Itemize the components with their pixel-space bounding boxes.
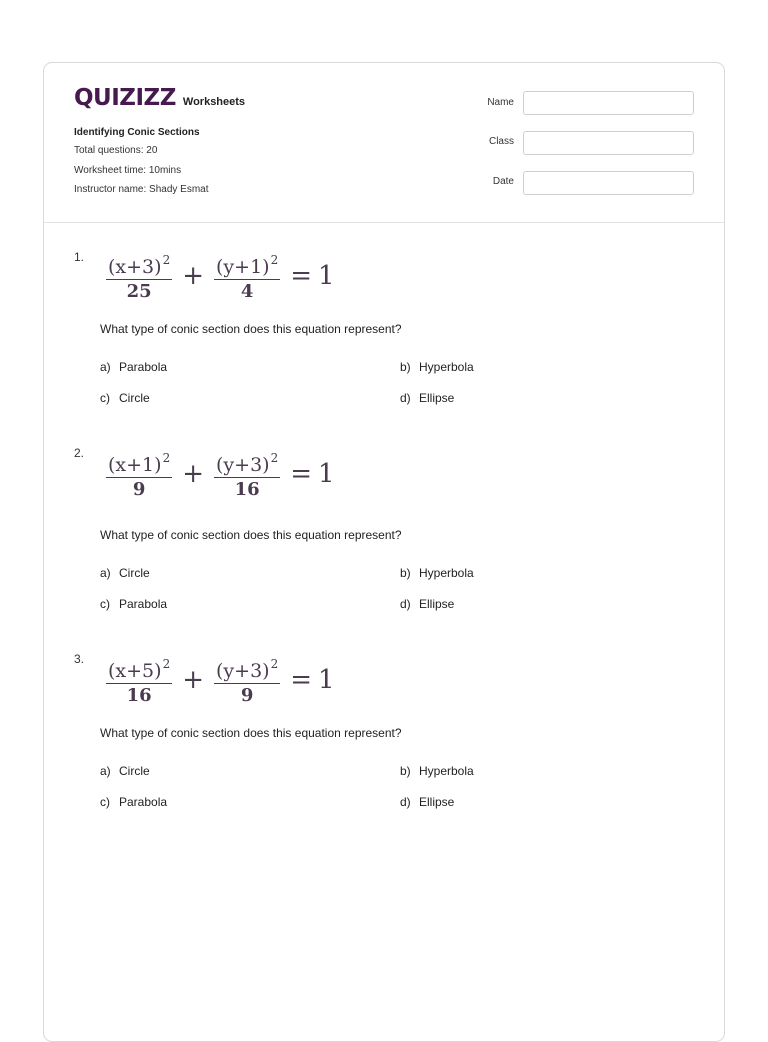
denominator: 9 xyxy=(132,479,146,500)
total-questions: Total questions: 20 xyxy=(74,145,158,156)
numerator: (y+3) xyxy=(216,660,270,682)
worksheet-header xyxy=(44,63,724,223)
plus-sign: + xyxy=(182,261,204,291)
brand xyxy=(74,85,245,111)
numerator: (x+1) xyxy=(108,454,162,476)
denominator: 9 xyxy=(240,685,254,706)
numerator: (y+1) xyxy=(216,256,270,278)
quizizz-logo: QUIZIZZ xyxy=(74,85,176,111)
fraction-y xyxy=(214,249,280,303)
option-text: Parabola xyxy=(119,597,168,611)
fraction-bar xyxy=(106,279,172,280)
numerator: (y+3) xyxy=(216,454,270,476)
option-letter: b) xyxy=(400,764,411,778)
instructor-name: Instructor name: Shady Esmat xyxy=(74,184,209,195)
denominator: 16 xyxy=(234,479,260,500)
equals-sign: = xyxy=(290,261,313,291)
option-text: Parabola xyxy=(119,360,168,374)
option-letter: d) xyxy=(400,597,411,611)
exponent: 2 xyxy=(270,451,279,465)
option-letter: a) xyxy=(100,566,111,580)
plus-sign: + xyxy=(182,459,204,489)
fraction-bar xyxy=(214,683,280,684)
exponent: 2 xyxy=(162,451,171,465)
right-hand-side: 1 xyxy=(318,261,335,291)
option-letter: d) xyxy=(400,795,411,809)
option-letter: c) xyxy=(100,597,110,611)
name-label: Name xyxy=(487,97,514,108)
option-c[interactable] xyxy=(100,795,167,809)
question-number: 2. xyxy=(74,446,85,460)
question-prompt: What type of conic section does this equation represent? xyxy=(100,322,402,336)
fraction-y xyxy=(214,447,280,501)
option-text: Parabola xyxy=(119,795,168,809)
option-letter: c) xyxy=(100,795,110,809)
question-number: 1. xyxy=(74,250,85,264)
option-letter: b) xyxy=(400,566,411,580)
option-b[interactable] xyxy=(400,566,474,580)
option-letter: b) xyxy=(400,360,411,374)
fraction-x xyxy=(106,249,172,303)
option-b[interactable] xyxy=(400,764,474,778)
equation xyxy=(102,653,335,707)
option-text: Hyperbola xyxy=(419,360,474,374)
option-text: Ellipse xyxy=(419,391,455,405)
option-text: Hyperbola xyxy=(419,566,474,580)
numerator: (x+3) xyxy=(108,256,162,278)
option-c[interactable] xyxy=(100,391,150,405)
option-letter: d) xyxy=(400,391,411,405)
exponent: 2 xyxy=(270,657,279,671)
option-text: Ellipse xyxy=(419,795,455,809)
equals-sign: = xyxy=(290,459,313,489)
fraction-bar xyxy=(214,279,280,280)
option-text: Circle xyxy=(119,391,150,405)
exponent: 2 xyxy=(162,253,171,267)
worksheet-title: Identifying Conic Sections xyxy=(74,127,200,138)
class-label: Class xyxy=(488,136,514,147)
fraction-x xyxy=(106,447,172,501)
plus-sign: + xyxy=(182,665,204,695)
denominator: 25 xyxy=(126,281,152,302)
option-letter: a) xyxy=(100,360,111,374)
option-letter: c) xyxy=(100,391,110,405)
equals-sign: = xyxy=(290,665,313,695)
question-number: 3. xyxy=(74,652,85,666)
brand-subtitle: Worksheets xyxy=(182,96,246,108)
option-text: Circle xyxy=(119,764,150,778)
question-prompt: What type of conic section does this equation represent? xyxy=(100,528,402,542)
option-a[interactable] xyxy=(100,360,167,374)
option-a[interactable] xyxy=(100,764,150,778)
option-text: Hyperbola xyxy=(419,764,474,778)
exponent: 2 xyxy=(270,253,279,267)
fraction-x xyxy=(106,653,172,707)
worksheet-page xyxy=(43,62,725,1042)
option-b[interactable] xyxy=(400,360,474,374)
date-field[interactable] xyxy=(523,171,694,195)
question-prompt: What type of conic section does this equation represent? xyxy=(100,726,402,740)
fraction-bar xyxy=(106,683,172,684)
right-hand-side: 1 xyxy=(318,665,335,695)
fraction-bar xyxy=(106,477,172,478)
option-a[interactable] xyxy=(100,566,150,580)
equation xyxy=(102,249,335,303)
option-d[interactable] xyxy=(400,795,454,809)
worksheet-time: Worksheet time: 10mins xyxy=(74,165,182,176)
option-letter: a) xyxy=(100,764,111,778)
class-field[interactable] xyxy=(523,131,694,155)
option-d[interactable] xyxy=(400,597,454,611)
fraction-y xyxy=(214,653,280,707)
name-field[interactable] xyxy=(523,91,694,115)
option-c[interactable] xyxy=(100,597,167,611)
equation xyxy=(102,447,335,501)
denominator: 4 xyxy=(240,281,254,302)
denominator: 16 xyxy=(126,685,152,706)
option-text: Circle xyxy=(119,566,150,580)
right-hand-side: 1 xyxy=(318,459,335,489)
date-label: Date xyxy=(492,176,514,187)
fraction-bar xyxy=(214,477,280,478)
numerator: (x+5) xyxy=(108,660,162,682)
option-d[interactable] xyxy=(400,391,454,405)
option-text: Ellipse xyxy=(419,597,455,611)
exponent: 2 xyxy=(162,657,171,671)
